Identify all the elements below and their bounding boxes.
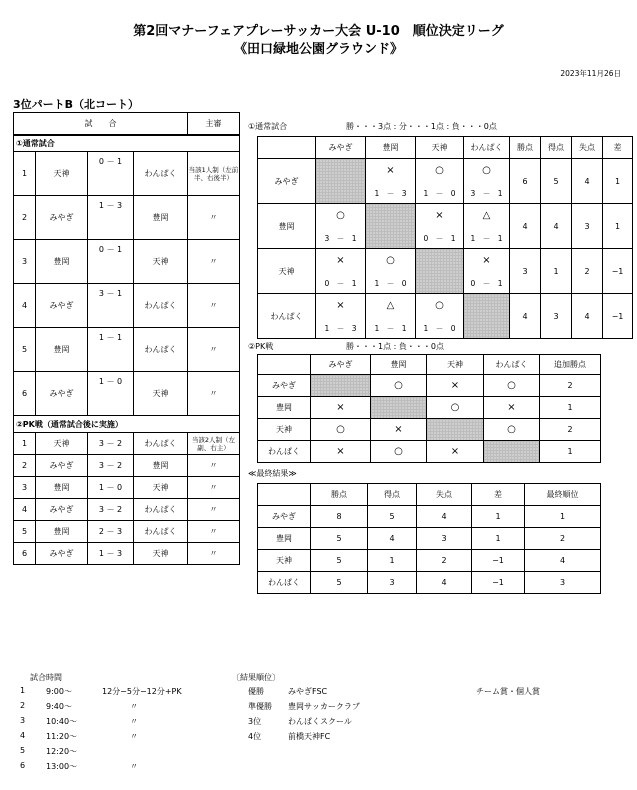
result-mark: △: [482, 210, 491, 221]
home-team: みやぎ: [36, 284, 88, 328]
ranking-place: 準優勝: [248, 702, 272, 711]
schedule-row: [20, 761, 220, 776]
self-match-cell: [484, 441, 540, 463]
schedule-time: 9:00〜: [46, 687, 72, 696]
row-team: わんぱく: [258, 572, 311, 594]
pk-score: 1 － 3: [88, 543, 134, 565]
match-score-cell: [88, 372, 134, 416]
pk-result-mark: ×: [371, 419, 427, 441]
ranking-row: [248, 716, 448, 731]
result-score: 1 － 3: [374, 189, 407, 198]
result-mark: △: [386, 300, 395, 311]
ranking-list: [248, 686, 448, 746]
pk-score: 1 － 0: [88, 477, 134, 499]
normal-league-row: [258, 294, 633, 339]
result-score: 1 － 1: [470, 234, 503, 243]
stat-value: −1: [603, 294, 633, 339]
away-team: 天神: [134, 477, 188, 499]
ranking-team: 豊岡サッカークラブ: [288, 702, 360, 711]
normal-league-row: [258, 159, 633, 204]
result-mark: ○: [482, 165, 491, 176]
match-table-header: [14, 113, 240, 135]
ranking-team: 前橋天神FC: [288, 732, 331, 741]
result-mark: ○: [435, 165, 444, 176]
final-col-header: 差: [472, 484, 525, 506]
home-team: 天神: [36, 152, 88, 196]
event-date: 2023年11月26日: [560, 69, 621, 78]
pk-league-row: [258, 419, 601, 441]
ranking-row: [248, 686, 448, 701]
self-match-cell: [416, 249, 464, 294]
final-results-title: ≪最終結果≫: [248, 469, 297, 478]
final-value: 3: [525, 572, 601, 594]
pk-points-rule: 勝・・・1点 : 負・・・0点: [346, 342, 444, 351]
match-row: [14, 152, 240, 196]
match-score-cell: [88, 240, 134, 284]
final-header: [258, 484, 601, 506]
result-score: 1 － 0: [423, 189, 456, 198]
result-score: 3 － 1: [470, 189, 503, 198]
match-score-cell: [88, 152, 134, 196]
referee: 当該2人制（左副、右主）: [188, 433, 240, 455]
stat-header: 得点: [541, 137, 572, 159]
result-cell: [464, 249, 510, 294]
result-mark: ×: [336, 255, 345, 266]
result-mark: ○: [435, 300, 444, 311]
schedule-list: [20, 686, 220, 776]
team-header: 豊岡: [366, 137, 416, 159]
schedule-format: 〃: [130, 717, 138, 726]
stat-value: 1: [603, 159, 633, 204]
referee: 〃: [188, 455, 240, 477]
referee: 〃: [188, 543, 240, 565]
schedule-title: 試合時間: [30, 673, 62, 682]
away-team: わんぱく: [134, 433, 188, 455]
match-score: 0 － 1: [98, 157, 123, 166]
team-header: 豊岡: [371, 355, 427, 375]
away-team: 天神: [134, 543, 188, 565]
pk-score: 3 － 2: [88, 455, 134, 477]
team-header: みやぎ: [316, 137, 366, 159]
pk-league-row: [258, 375, 601, 397]
schedule-no: 5: [20, 746, 26, 755]
away-team: わんぱく: [134, 499, 188, 521]
result-score: 1 － 3: [324, 324, 357, 333]
self-match-cell: [311, 375, 371, 397]
pk-result-mark: ×: [427, 441, 484, 463]
final-value: 1: [525, 506, 601, 528]
result-mark: ×: [386, 165, 395, 176]
result-cell: [416, 204, 464, 249]
result-mark: ○: [386, 255, 395, 266]
stat-value: 3: [541, 294, 572, 339]
result-cell: [366, 294, 416, 339]
schedule-row: [20, 686, 220, 701]
self-match-cell: [464, 294, 510, 339]
referee: 〃: [188, 284, 240, 328]
match-no: 3: [14, 477, 36, 499]
final-value: 2: [525, 528, 601, 550]
match-score: 3 － 1: [98, 289, 123, 298]
stat-value: 3: [572, 204, 603, 249]
home-team: みやぎ: [36, 455, 88, 477]
match-row: [14, 284, 240, 328]
extra-points: 1: [540, 441, 601, 463]
schedule-format: 〃: [130, 732, 138, 741]
home-team: みやぎ: [36, 196, 88, 240]
final-row: [258, 572, 601, 594]
home-team: みやぎ: [36, 543, 88, 565]
final-results-table: [257, 483, 601, 594]
final-row: [258, 550, 601, 572]
final-col-header: 失点: [417, 484, 472, 506]
home-team: 豊岡: [36, 477, 88, 499]
referee: 〃: [188, 477, 240, 499]
extra-points: 2: [540, 375, 601, 397]
match-score-cell: [88, 328, 134, 372]
result-cell: [366, 159, 416, 204]
stat-value: 3: [510, 249, 541, 294]
self-match-cell: [366, 204, 416, 249]
team-header: わんぱく: [464, 137, 510, 159]
away-team: 天神: [134, 240, 188, 284]
stat-value: 4: [572, 294, 603, 339]
row-team: 豊岡: [258, 528, 311, 550]
stat-value: 4: [541, 204, 572, 249]
referee: 〃: [188, 240, 240, 284]
row-team: 天神: [258, 550, 311, 572]
result-cell: [316, 249, 366, 294]
result-score: 0 － 1: [324, 279, 357, 288]
pk-result-mark: ×: [484, 397, 540, 419]
pk-league-title: ②PK戦: [248, 342, 274, 351]
final-value: 5: [311, 550, 368, 572]
self-match-cell: [427, 419, 484, 441]
pk-match-row: [14, 455, 240, 477]
ranking-row: [248, 701, 448, 716]
section-title: 3位パートB（北コート）: [13, 98, 140, 111]
final-value: 4: [417, 506, 472, 528]
away-team: わんぱく: [134, 152, 188, 196]
stat-header: 差: [603, 137, 633, 159]
row-team: 豊岡: [258, 397, 311, 419]
stat-value: −1: [603, 249, 633, 294]
away-team: 豊岡: [134, 455, 188, 477]
result-score: 0 － 1: [423, 234, 456, 243]
match-no: 4: [14, 499, 36, 521]
normal-league-table: [257, 136, 633, 339]
final-value: 4: [525, 550, 601, 572]
schedule-no: 2: [20, 701, 26, 710]
self-match-cell: [371, 397, 427, 419]
final-col-header: 最終順位: [525, 484, 601, 506]
match-row: [14, 240, 240, 284]
referee: 〃: [188, 521, 240, 543]
final-value: 5: [311, 572, 368, 594]
match-score-cell: [88, 284, 134, 328]
pk-result-mark: ○: [371, 441, 427, 463]
pk-match-row: [14, 433, 240, 455]
result-score: 1 － 0: [423, 324, 456, 333]
ranking-team: わんぱくスクール: [288, 717, 352, 726]
stat-value: 5: [541, 159, 572, 204]
pk-match-row: [14, 543, 240, 565]
final-col-header: 勝点: [311, 484, 368, 506]
pk-result-mark: ○: [371, 375, 427, 397]
schedule-format: 12分−5分−12分+PK: [102, 687, 182, 696]
pk-match-row: [14, 477, 240, 499]
row-team: 天神: [258, 419, 311, 441]
row-team: みやぎ: [258, 375, 311, 397]
final-value: 8: [311, 506, 368, 528]
match-score: 0 － 1: [98, 245, 123, 254]
schedule-format: 〃: [130, 702, 138, 711]
row-team: みやぎ: [258, 506, 311, 528]
pk-score: 2 － 3: [88, 521, 134, 543]
final-value: 5: [368, 506, 417, 528]
corner-cell: [258, 355, 311, 375]
stat-value: 4: [572, 159, 603, 204]
row-team: 天神: [258, 249, 316, 294]
match-no: 4: [14, 284, 36, 328]
match-no: 1: [14, 433, 36, 455]
match-score-cell: [88, 196, 134, 240]
schedule-time: 9:40〜: [46, 702, 72, 711]
final-row: [258, 506, 601, 528]
ranking-row: [248, 731, 448, 746]
ranking-place: 3位: [248, 717, 262, 726]
schedule-no: 6: [20, 761, 26, 770]
normal-league-title: ①通常試合: [248, 122, 288, 131]
extra-points: 2: [540, 419, 601, 441]
stat-value: 4: [510, 204, 541, 249]
home-team: みやぎ: [36, 499, 88, 521]
result-cell: [416, 294, 464, 339]
stat-value: 1: [603, 204, 633, 249]
row-team: 豊岡: [258, 204, 316, 249]
result-mark: ×: [435, 210, 444, 221]
pk-league-header: [258, 355, 601, 375]
result-mark: ×: [482, 255, 491, 266]
match-row: [14, 372, 240, 416]
result-cell: [464, 159, 510, 204]
home-team: みやぎ: [36, 372, 88, 416]
final-value: 1: [368, 550, 417, 572]
away-team: わんぱく: [134, 328, 188, 372]
match-score: 1 － 3: [98, 201, 123, 210]
extra-points-header: 追加勝点: [540, 355, 601, 375]
normal-league-header: [258, 137, 633, 159]
pk-result-mark: ×: [427, 375, 484, 397]
final-value: 5: [311, 528, 368, 550]
pk-result-mark: ○: [427, 397, 484, 419]
schedule-row: [20, 731, 220, 746]
final-value: 1: [472, 506, 525, 528]
corner-cell: [258, 137, 316, 159]
result-cell: [416, 159, 464, 204]
team-header: 天神: [427, 355, 484, 375]
schedule-row: [20, 701, 220, 716]
result-cell: [316, 204, 366, 249]
referee: 〃: [188, 196, 240, 240]
result-cell: [366, 249, 416, 294]
result-score: 1 － 1: [374, 324, 407, 333]
row-team: わんぱく: [258, 441, 311, 463]
schedule-no: 4: [20, 731, 26, 740]
pk-league-row: [258, 441, 601, 463]
schedule-time: 11:20〜: [46, 732, 78, 741]
match-no: 6: [14, 372, 36, 416]
home-team: 豊岡: [36, 328, 88, 372]
home-team: 天神: [36, 433, 88, 455]
pk-league-table: [257, 354, 601, 463]
final-value: 4: [368, 528, 417, 550]
result-cell: [464, 204, 510, 249]
stat-header: 勝点: [510, 137, 541, 159]
pk-league-row: [258, 397, 601, 419]
final-value: 1: [472, 528, 525, 550]
normal-points-rule: 勝・・・3点 : 分・・・1点 : 負・・・0点: [346, 122, 497, 131]
stat-header: 失点: [572, 137, 603, 159]
normal-section-label: ①通常試合: [14, 135, 240, 152]
award-label: チーム賞・個人賞: [476, 687, 540, 696]
ranking-place: 4位: [248, 732, 262, 741]
pk-match-row: [14, 521, 240, 543]
final-value: 3: [417, 528, 472, 550]
row-team: みやぎ: [258, 159, 316, 204]
match-no: 2: [14, 196, 36, 240]
final-row: [258, 528, 601, 550]
team-header: 天神: [416, 137, 464, 159]
final-value: −1: [472, 572, 525, 594]
venue-title: 《田口緑地公園グラウンド》: [233, 42, 403, 57]
match-no: 3: [14, 240, 36, 284]
referee: 〃: [188, 328, 240, 372]
self-match-cell: [316, 159, 366, 204]
row-team: わんぱく: [258, 294, 316, 339]
away-team: 豊岡: [134, 196, 188, 240]
col-referee-header: 主審: [188, 113, 240, 135]
match-table: [13, 112, 240, 565]
referee: 当該1人制（左前半、右後半）: [188, 152, 240, 196]
home-team: 豊岡: [36, 521, 88, 543]
pk-score: 3 － 2: [88, 499, 134, 521]
match-row: [14, 328, 240, 372]
schedule-row: [20, 716, 220, 731]
match-no: 2: [14, 455, 36, 477]
corner-cell: [258, 484, 311, 506]
ranking-place: 優勝: [248, 687, 264, 696]
ranking-team: みやぎFSC: [288, 687, 328, 696]
team-header: みやぎ: [311, 355, 371, 375]
final-value: 4: [417, 572, 472, 594]
result-cell: [316, 294, 366, 339]
schedule-time: 12:20〜: [46, 747, 78, 756]
match-no: 6: [14, 543, 36, 565]
match-score: 1 － 0: [98, 377, 123, 386]
away-team: わんぱく: [134, 521, 188, 543]
schedule-format: 〃: [130, 762, 138, 771]
referee: 〃: [188, 372, 240, 416]
pk-match-row: [14, 499, 240, 521]
schedule-time: 10:40〜: [46, 717, 78, 726]
result-mark: ○: [336, 210, 345, 221]
final-value: 2: [417, 550, 472, 572]
match-score: 1 － 1: [98, 333, 123, 342]
schedule-row: [20, 746, 220, 761]
team-header: わんぱく: [484, 355, 540, 375]
pk-result-mark: ×: [311, 441, 371, 463]
final-value: 3: [368, 572, 417, 594]
away-team: わんぱく: [134, 284, 188, 328]
result-score: 0 － 1: [470, 279, 503, 288]
away-team: 天神: [134, 372, 188, 416]
pk-section-label: ②PK戦（通常試合後に実施）: [14, 416, 240, 433]
result-score: 1 － 0: [374, 279, 407, 288]
pk-result-mark: ○: [311, 419, 371, 441]
referee: 〃: [188, 499, 240, 521]
match-no: 5: [14, 521, 36, 543]
pk-result-mark: ×: [311, 397, 371, 419]
pk-result-mark: ○: [484, 375, 540, 397]
result-mark: ×: [336, 300, 345, 311]
stat-value: 1: [541, 249, 572, 294]
pk-result-mark: ○: [484, 419, 540, 441]
extra-points: 1: [540, 397, 601, 419]
match-no: 1: [14, 152, 36, 196]
schedule-no: 1: [20, 686, 26, 695]
final-value: −1: [472, 550, 525, 572]
home-team: 豊岡: [36, 240, 88, 284]
normal-league-row: [258, 204, 633, 249]
schedule-time: 13:00〜: [46, 762, 78, 771]
stat-value: 6: [510, 159, 541, 204]
schedule-no: 3: [20, 716, 26, 725]
page-title: 第2回マナーフェアプレーサッカー大会 U-10 順位決定リーグ: [133, 24, 504, 39]
match-no: 5: [14, 328, 36, 372]
match-row: [14, 196, 240, 240]
ranking-title: 〔結果順位〕: [232, 673, 280, 682]
pk-score: 3 － 2: [88, 433, 134, 455]
stat-value: 2: [572, 249, 603, 294]
col-match-header: 試 合: [14, 113, 188, 135]
normal-league-row: [258, 249, 633, 294]
final-col-header: 得点: [368, 484, 417, 506]
stat-value: 4: [510, 294, 541, 339]
result-score: 3 － 1: [324, 234, 357, 243]
